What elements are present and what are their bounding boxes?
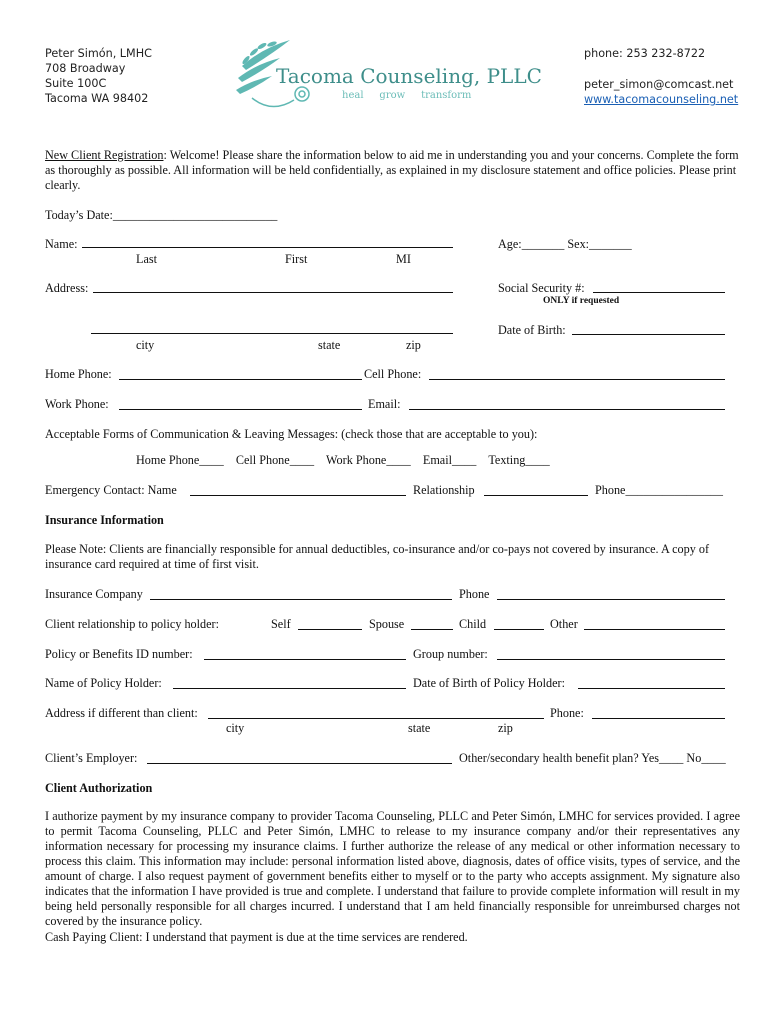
emergency-contact-label: Emergency Contact: Name xyxy=(45,483,177,497)
last-caption: Last xyxy=(136,252,157,266)
group-number-field[interactable] xyxy=(497,659,725,660)
dob-field[interactable] xyxy=(572,334,725,335)
contact-website-link[interactable]: www.tacomacounseling.net xyxy=(584,93,739,106)
address-line2-field[interactable] xyxy=(91,333,453,334)
practice-address xyxy=(45,46,152,106)
group-number-label: Group number: xyxy=(413,647,488,661)
spouse-field[interactable] xyxy=(411,629,453,630)
tacoma-counseling-logo xyxy=(232,36,542,114)
ssn-note: ONLY if requested xyxy=(543,296,620,306)
holder-dob-label: Date of Birth of Policy Holder: xyxy=(413,676,565,690)
insurance-phone-field[interactable] xyxy=(497,599,725,600)
cell-phone-label: Cell Phone: xyxy=(364,367,422,381)
email-field[interactable] xyxy=(409,409,725,410)
city-caption: city xyxy=(136,338,155,352)
child-label: Child xyxy=(459,617,487,631)
policy-id-field[interactable] xyxy=(204,659,406,660)
address-diff-label: Address if different than client: xyxy=(45,706,198,720)
address-line: Tacoma WA 98402 xyxy=(45,92,149,105)
address-field[interactable] xyxy=(93,292,453,293)
self-field[interactable] xyxy=(298,629,362,630)
address-diff-phone-field[interactable] xyxy=(592,718,725,719)
address-diff-phone-label: Phone: xyxy=(550,706,584,720)
holder-name-label: Name of Policy Holder: xyxy=(45,676,162,690)
holder-name-field[interactable] xyxy=(173,688,406,689)
home-phone-field[interactable] xyxy=(119,379,362,380)
self-label: Self xyxy=(271,617,291,631)
intro-lead: New Client Registration xyxy=(45,148,164,162)
comm-options[interactable]: Home Phone____ Cell Phone____ Work Phone____ Email____ Texting____ xyxy=(136,453,550,467)
today-date-label[interactable]: Today’s Date:___________________________ xyxy=(45,208,278,222)
mi-caption: MI xyxy=(396,252,411,266)
acceptable-forms-label: Acceptable Forms of Communication & Leaving Messages: (check those that are acceptable to you): xyxy=(45,427,538,441)
work-phone-field[interactable] xyxy=(119,409,362,410)
insurance-company-label: Insurance Company xyxy=(45,587,143,601)
ssn-field[interactable] xyxy=(593,292,725,293)
email-label: Email: xyxy=(368,397,401,411)
contact-phone: phone: 253 232-8722 xyxy=(584,47,706,60)
policy-id-label: Policy or Benefits ID number: xyxy=(45,647,193,661)
home-phone-label: Home Phone: xyxy=(45,367,112,381)
spouse-label: Spouse xyxy=(369,617,405,631)
address-line: 708 Broadway xyxy=(45,62,126,75)
age-sex-field[interactable]: Age:_______ Sex:_______ xyxy=(498,237,632,251)
child-field[interactable] xyxy=(494,629,544,630)
name-field[interactable] xyxy=(82,247,453,248)
relationship-to-holder-label: Client relationship to policy holder: xyxy=(45,617,219,631)
employer-label: Client’s Employer: xyxy=(45,751,138,765)
secondary-plan[interactable]: Other/secondary health benefit plan? Yes____ No____ xyxy=(459,751,726,765)
cell-phone-field[interactable] xyxy=(429,379,725,380)
relationship-label: Relationship xyxy=(413,483,475,497)
ins-zip-caption: zip xyxy=(498,721,513,735)
contact-block xyxy=(584,46,738,107)
cash-paying-note: Cash Paying Client: I understand that payment is due at the time services are rendered. xyxy=(45,930,468,944)
holder-dob-field[interactable] xyxy=(578,688,725,689)
other-field[interactable] xyxy=(584,629,725,630)
work-phone-label: Work Phone: xyxy=(45,397,109,411)
insurance-note: Please Note: Clients are financially responsible for annual deductibles, co-insurance and/or co-pays not covered by insurance. A copy of insurance card required at time of first visit. xyxy=(45,542,710,571)
intro-paragraph xyxy=(45,148,740,193)
intro-text: : Welcome! Please share the information below to aid me in understanding you and your concerns. Complete the form as thoroughly as possible. All information will be held confidentially, as explained in my disclosure statement and office policies. Please print clearly. xyxy=(45,148,739,192)
zip-caption: zip xyxy=(406,338,421,352)
authorization-text: I authorize payment by my insurance company to provider Tacoma Counseling, PLLC and Peter Simón, LMHC for services provided. I agree to permit Tacoma Counseling, PLLC and Peter Simón, LMHC to release to my insurance company and/or their representatives any information necessary for processing my insurance claims. I further authorize the release of any medical or other information necessary to process this claim. This information may include: personal information listed above, diagnosis, dates of office visits, types of service, and the amount of charge. I also request payment of government benefits either to myself or to the party who accepts assignment. My signature also indicates that the information I have provided is true and complete. I understand that failure to provide complete information will result in my being held personally responsible for all charges incurred. I understand that I am held financially responsible for unreimbursed charges not covered by the insurance policy. xyxy=(45,809,740,928)
state-caption: state xyxy=(318,338,341,352)
dob-label: Date of Birth: xyxy=(498,323,566,337)
first-caption: First xyxy=(285,252,308,266)
employer-field[interactable] xyxy=(147,763,452,764)
ins-city-caption: city xyxy=(226,721,245,735)
ssn-label: Social Security #: xyxy=(498,281,585,295)
emergency-name-field[interactable] xyxy=(190,495,406,496)
name-label: Name: xyxy=(45,237,78,251)
logo-name: Tacoma Counseling, PLLC xyxy=(276,64,542,88)
other-label: Other xyxy=(550,617,578,631)
insurance-company-field[interactable] xyxy=(150,599,452,600)
address-diff-field[interactable] xyxy=(208,718,544,719)
emergency-phone-field[interactable]: Phone________________ xyxy=(595,483,723,497)
address-line: Peter Simón, LMHC xyxy=(45,47,152,60)
authorization-heading: Client Authorization xyxy=(45,781,153,795)
address-label: Address: xyxy=(45,281,89,295)
address-line: Suite 100C xyxy=(45,77,107,90)
emergency-relationship-field[interactable] xyxy=(484,495,588,496)
contact-email[interactable]: peter_simon@comcast.net xyxy=(584,78,734,91)
logo-tagline: heal grow transform xyxy=(342,90,472,101)
insurance-phone-label: Phone xyxy=(459,587,490,601)
ins-state-caption: state xyxy=(408,721,431,735)
insurance-heading: Insurance Information xyxy=(45,513,164,527)
